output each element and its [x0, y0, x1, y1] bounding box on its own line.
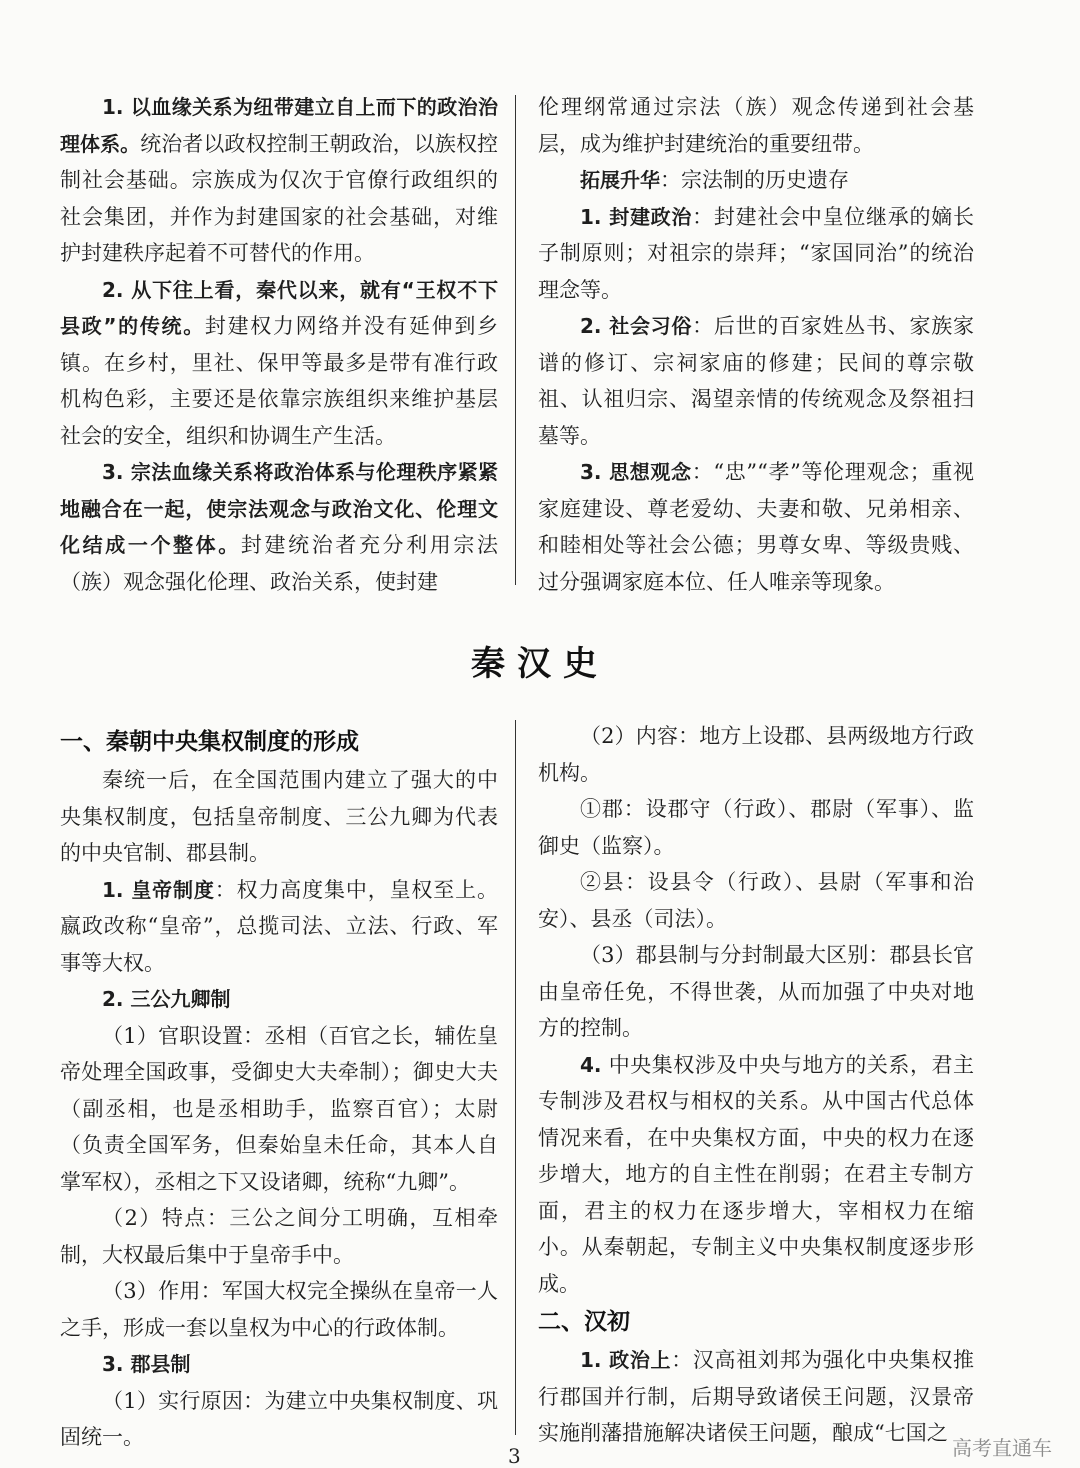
paragraph: （2）特点：三公之间分工明确，互相牵制，大权最后集中于皇帝手中。 — [60, 1206, 498, 1267]
paragraph: （3）作用：军国大权完全操纵在皇帝一人之手，形成一套以皇权为中心的行政体制。 — [60, 1279, 498, 1340]
top-left-column — [60, 89, 498, 600]
paragraph: 1. 以血缘关系为纽带建立自上而下的政治治理体系。统治者以政权控制王朝政治，以族权控制社会基础。宗族成为仅次于官僚行政组织的社会集团，并作为封建国家的社会基础，对维护封建秩序起着不可替代的作用。 — [60, 95, 499, 265]
paragraph: （3）郡县制与分封制最大区别：郡县长官由皇帝任免，不得世袭，从而加强了中央对地方的控制。 — [538, 943, 974, 1040]
bold-lead: 2. 社会习俗 — [580, 314, 693, 338]
paragraph: ①郡：设郡守（行政）、郡尉（军事）、监御史（监察）。 — [538, 797, 974, 858]
paragraph: （1）官职设置：丞相（百官之长，辅佐皇帝处理全国政事，受御史大夫牵制）；御史大夫（副丞相，也是丞相助手，监察百官）；太尉（负责全国军务，但秦始皇未任命，其本人自掌军权），丞相之下又设诸卿，统称“九卿”。 — [60, 1023, 498, 1194]
bold-lead: 1. 以血缘关系为纽带建立自上而下的政治治理体系。 — [60, 95, 498, 156]
bold-lead: 3. 宗法血缘关系将政治体系与伦理秩序紧紧地融合在一起，使宗法观念与政治文化、伦理文化结成一个整体。 — [60, 460, 498, 557]
bold-lead: 2. 三公九卿制 — [102, 987, 231, 1011]
bold-lead: 3. 思想观念 — [580, 460, 692, 484]
paragraph: 伦理纲常通过宗法（族）观念传递到社会基层，成为维护封建统治的重要纽带。 — [538, 95, 974, 156]
column-divider — [515, 95, 516, 585]
paragraph: 拓展升华：宗法制的历史遗存 — [580, 168, 849, 192]
paragraph: 秦统一后，在全国范围内建立了强大的中央集权制度，包括皇帝制度、三公九卿为代表的中央官制、郡县制。 — [60, 768, 498, 865]
bold-lead: 2. 从下往上看，秦代以来，就有“王权不下县政”的传统。 — [60, 277, 498, 338]
heading-level-2: 一、秦朝中央集权制度的形成 — [60, 729, 359, 755]
top-right-column — [538, 89, 974, 600]
bold-lead: 3. 郡县制 — [102, 1352, 191, 1376]
paragraph — [60, 1346, 498, 1383]
page-number: 3 — [508, 1444, 521, 1468]
bottom-left-column — [60, 722, 498, 1456]
paragraph: 1. 皇帝制度：权力高度集中，皇权至上。嬴政改称“皇帝”，总揽司法、立法、行政、军事等大权。 — [60, 877, 498, 975]
bold-lead: 4. — [580, 1052, 602, 1077]
paragraph: 3. 思想观念：“忠”“孝”等伦理观念；重视家庭建设、尊老爱幼、夫妻和敬、兄弟相亲、和睦相处等社会公德；男尊女卑、等级贵贱、过分强调家庭本位、任人唯亲等现象。 — [538, 460, 974, 594]
paragraph: 1. 封建政治：封建社会中皇位继承的嫡长子制原则；对祖宗的崇拜；“家国同治”的统治理念等。 — [538, 204, 975, 302]
section-title: 秦汉史 — [471, 644, 609, 684]
paragraph: 3. 宗法血缘关系将政治体系与伦理秩序紧紧地融合在一起，使宗法观念与政治文化、伦理文化结成一个整体。封建统治者充分利用宗法（族）观念强化伦理、政治关系，使封建 — [60, 460, 499, 594]
paragraph: 2. 社会习俗：后世的百家姓丛书、家族家谱的修订、宗祠家庙的修建；民间的尊宗敬祖、认祖归宗、渴望亲情的传统观念及祭祖扫墓等。 — [538, 314, 975, 448]
heading-level-2: 二、汉初 — [538, 1309, 630, 1335]
paragraph: 2. 从下往上看，秦代以来，就有“王权不下县政”的传统。封建权力网络并没有延伸到乡镇。在乡村，里社、保甲等最多是带有准行政机构色彩，主要还是依靠宗族组织来维护基层社会的安全，组织和协调生产生活。 — [60, 277, 499, 448]
bottom-right-column — [538, 718, 974, 1452]
bold-lead: 1. 封建政治 — [580, 204, 693, 229]
paragraph — [60, 981, 498, 1018]
paragraph: （1）实行原因：为建立中央集权制度、巩固统一。 — [60, 1388, 498, 1449]
paragraph: 4. 中央集权涉及中央与地方的关系，君主专制涉及君权与相权的关系。从中国古代总体情况来看，在中央集权方面，中央的权力在逐步增大，地方的自主性在削弱；在君主专制方面，君主的权力在逐步增大，宰相权力在缩小。从秦朝起，专制主义中央集权制度逐步形成。 — [538, 1052, 974, 1296]
bold-lead: 拓展升华 — [580, 168, 660, 192]
column-divider — [515, 720, 516, 1435]
paragraph: （2）内容：地方上设郡、县两级地方行政机构。 — [538, 724, 974, 785]
watermark: 高考直通车 — [952, 1436, 1052, 1460]
bold-lead: 1. 政治上 — [580, 1348, 672, 1372]
paragraph: ②县：设县令（行政）、县尉（军事和治安）、县丞（司法）。 — [538, 870, 974, 931]
bold-lead: 1. 皇帝制度 — [102, 877, 215, 902]
paragraph: 1. 政治上：汉高祖刘邦为强化中央集权推行郡国并行制，后期导致诸侯王问题，汉景帝实施削藩措施解决诸侯王问题，酿成“七国之 — [538, 1348, 974, 1445]
